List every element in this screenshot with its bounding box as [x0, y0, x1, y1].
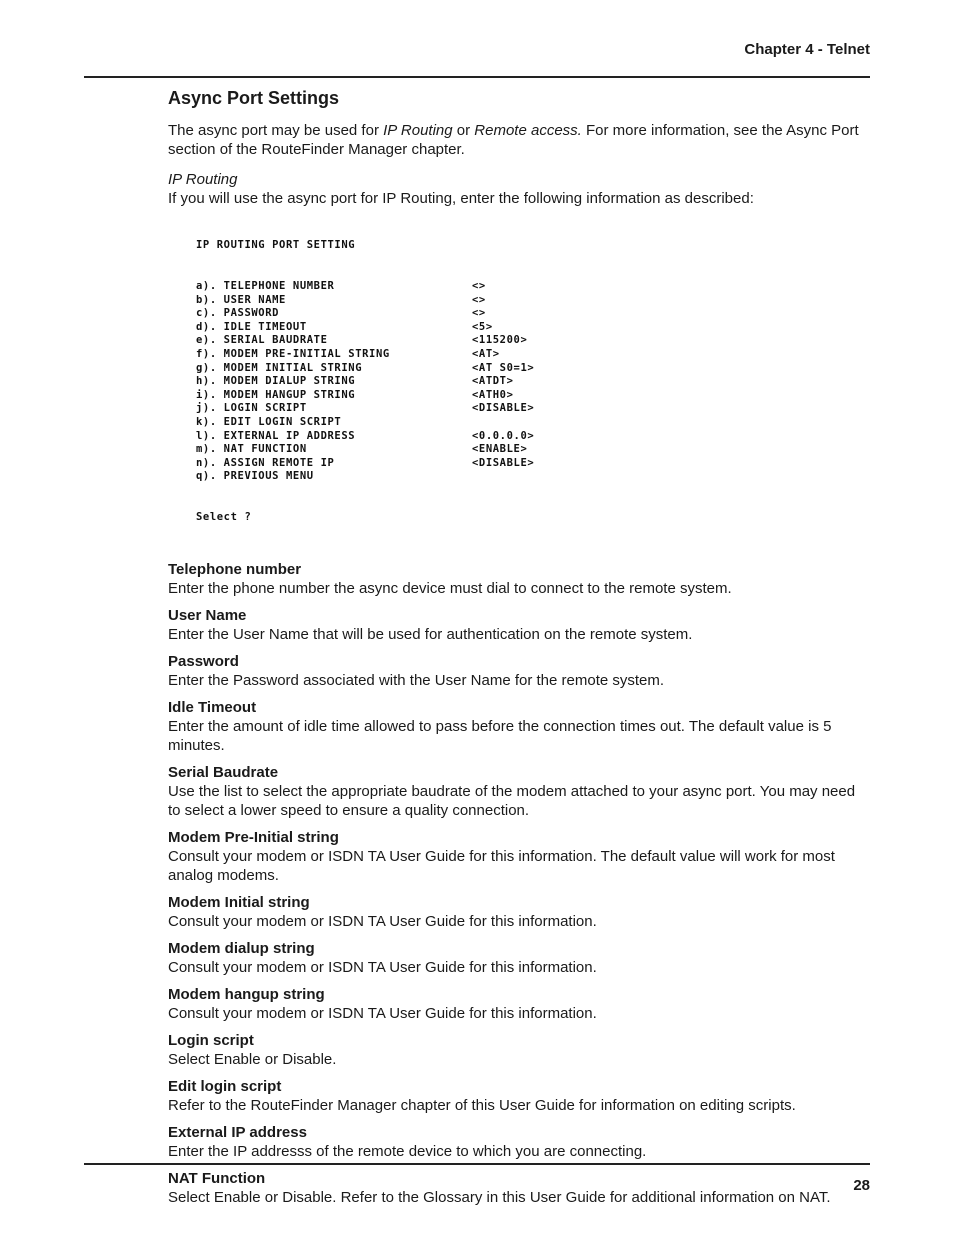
field-description: [168, 698, 870, 755]
terminal-menu-label: e). SERIAL BAUDRATE: [196, 334, 328, 347]
field-title: Telephone number: [168, 560, 302, 578]
field-description: [168, 1031, 870, 1069]
terminal-menu: [196, 280, 870, 484]
terminal-prompt: Select ?: [196, 511, 252, 524]
terminal-menu-item: [196, 375, 870, 389]
intro-paragraph: [168, 121, 870, 159]
terminal-menu-label: b). USER NAME: [196, 293, 286, 306]
field-desc: Enter the Password associated with the User Name for the remote system.: [168, 671, 665, 689]
terminal-menu-label: j). LOGIN SCRIPT: [196, 402, 307, 415]
terminal-menu-item: [196, 389, 870, 403]
terminal-menu-value: <0.0.0.0>: [472, 429, 535, 442]
field-descriptions: [168, 560, 870, 1207]
field-title: Modem dialup string: [168, 939, 315, 957]
terminal-menu-label: f). MODEM PRE-INITIAL STRING: [196, 347, 390, 360]
field-title: Modem Pre-Initial string: [168, 828, 339, 846]
field-description: [168, 1169, 870, 1207]
terminal-menu-label: m). NAT FUNCTION: [196, 443, 307, 456]
terminal-menu-item: [196, 362, 870, 376]
field-title: Serial Baudrate: [168, 763, 279, 781]
terminal-menu-item: [196, 430, 870, 444]
terminal-menu-value: <ENABLE>: [472, 443, 528, 456]
terminal-heading: IP ROUTING PORT SETTING: [196, 239, 356, 252]
ip-routing-subtitle: IP Routing: [168, 171, 238, 188]
terminal-menu-label: a). TELEPHONE NUMBER: [196, 279, 335, 292]
intro-ip-routing: IP Routing: [383, 122, 453, 139]
chapter-header: Chapter 4 - Telnet: [744, 41, 870, 58]
field-description: [168, 1077, 870, 1115]
terminal-menu-item: [196, 416, 870, 430]
field-desc: Consult your modem or ISDN TA User Guide for this information. The default value will work for most analog modems.: [168, 847, 835, 884]
terminal-menu-value: <DISABLE>: [472, 402, 535, 415]
terminal-menu-label: l). EXTERNAL IP ADDRESS: [196, 429, 356, 442]
field-desc: Enter the amount of idle time allowed to pass before the connection times out. The default value is 5 minutes.: [168, 717, 832, 754]
section-title: Async Port Settings: [168, 88, 340, 108]
terminal-menu-label: h). MODEM DIALUP STRING: [196, 375, 356, 388]
field-description: [168, 828, 870, 885]
field-title: Modem Initial string: [168, 893, 310, 911]
field-description: [168, 763, 870, 820]
field-desc: Consult your modem or ISDN TA User Guide for this information.: [168, 958, 597, 976]
terminal-menu-label: q). PREVIOUS MENU: [196, 470, 314, 483]
terminal-menu-label: k). EDIT LOGIN SCRIPT: [196, 415, 342, 428]
field-description: [168, 606, 870, 644]
header-rule: [84, 76, 870, 78]
terminal-menu-item: [196, 334, 870, 348]
terminal-menu-item: [196, 402, 870, 416]
field-desc: Enter the User Name that will be used for authentication on the remote system.: [168, 625, 693, 643]
field-desc: Consult your modem or ISDN TA User Guide for this information.: [168, 912, 597, 930]
field-title: Modem hangup string: [168, 985, 325, 1003]
field-title: Login script: [168, 1031, 254, 1049]
terminal-menu-value: <115200>: [472, 334, 528, 347]
terminal-menu-item: [196, 280, 870, 294]
terminal-menu-label: g). MODEM INITIAL STRING: [196, 361, 363, 374]
terminal-menu-value: <AT S0=1>: [472, 361, 535, 374]
field-description: [168, 1123, 870, 1161]
field-title: Password: [168, 652, 239, 670]
footer-rule: [84, 1163, 870, 1165]
intro-text-2: or: [452, 122, 475, 139]
field-title: External IP address: [168, 1123, 307, 1141]
field-desc: Enter the IP addresss of the remote device to which you are connecting.: [168, 1142, 647, 1160]
ip-routing-instructions: If you will use the async port for IP Routing, enter the following information as described:: [168, 190, 754, 207]
field-title: NAT Function: [168, 1169, 266, 1187]
field-title: Idle Timeout: [168, 698, 257, 716]
terminal-menu-value: <AT>: [472, 347, 500, 360]
field-desc: Select Enable or Disable. Refer to the Glossary in this User Guide for additional information on NAT.: [168, 1188, 831, 1206]
terminal-menu-value: <ATH0>: [472, 388, 514, 401]
terminal-menu-item: [196, 294, 870, 308]
field-desc: Select Enable or Disable.: [168, 1050, 337, 1068]
page-content: [168, 87, 870, 1207]
terminal-menu-item: [196, 307, 870, 321]
field-desc: Consult your modem or ISDN TA User Guide for this information.: [168, 1004, 597, 1022]
terminal-menu-item: [196, 470, 870, 484]
terminal-menu-value: <>: [472, 307, 486, 320]
field-title: User Name: [168, 606, 247, 624]
intro-text-1: The async port may be used for: [168, 122, 384, 139]
terminal-menu-value: <5>: [472, 320, 493, 333]
terminal-menu-label: i). MODEM HANGUP STRING: [196, 388, 356, 401]
terminal-screen: [196, 212, 870, 552]
terminal-menu-label: d). IDLE TIMEOUT: [196, 320, 307, 333]
intro-text-3: For more information, see the Async Port section of the RouteFinder Manager chapter.: [168, 122, 859, 158]
intro-remote-access: Remote access.: [474, 122, 582, 139]
terminal-menu-value: <>: [472, 293, 486, 306]
terminal-menu-item: [196, 348, 870, 362]
terminal-menu-item: [196, 321, 870, 335]
field-description: [168, 652, 870, 690]
field-desc: Use the list to select the appropriate baudrate of the modem attached to your async port. You may need to select a lower speed to ensure a quality connection.: [168, 782, 856, 819]
field-description: [168, 939, 870, 977]
field-description: [168, 893, 870, 931]
field-desc: Enter the phone number the async device must dial to connect to the remote system.: [168, 579, 732, 597]
terminal-menu-item: [196, 457, 870, 471]
terminal-menu-value: <>: [472, 279, 486, 292]
terminal-menu-label: n). ASSIGN REMOTE IP: [196, 456, 335, 469]
page-number: 28: [853, 1177, 870, 1194]
terminal-menu-label: c). PASSWORD: [196, 307, 280, 320]
terminal-menu-item: [196, 443, 870, 457]
terminal-menu-value: <DISABLE>: [472, 456, 535, 469]
field-description: [168, 560, 870, 598]
field-description: [168, 985, 870, 1023]
field-desc: Refer to the RouteFinder Manager chapter of this User Guide for information on editing scripts.: [168, 1096, 796, 1114]
field-title: Edit login script: [168, 1077, 282, 1095]
terminal-menu-value: <ATDT>: [472, 375, 514, 388]
